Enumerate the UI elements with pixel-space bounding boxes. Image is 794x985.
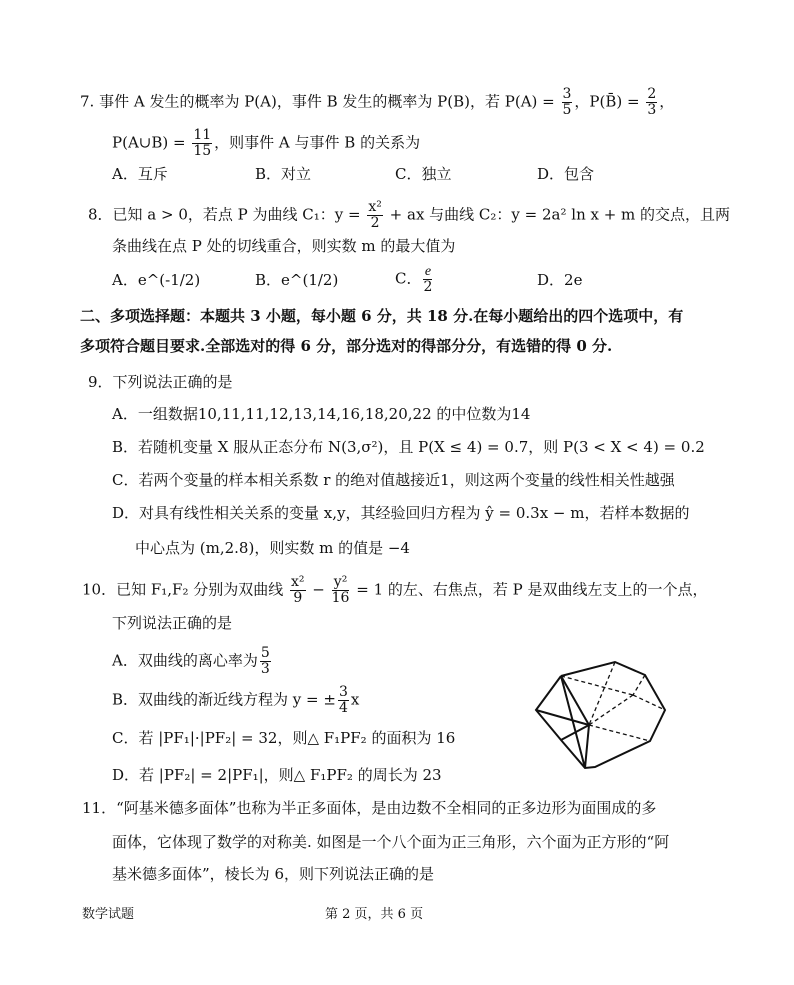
q11-line2: 面体，它体现了数学的对称美. 如图是一个八个面为正三角形，六个面为正方形的“阿 [112, 833, 670, 851]
q7-line2 [112, 128, 420, 159]
q11-line1: 11．“阿基米德多面体”也称为半正多面体，是由边数不全相同的正多边形为面围成的多 [82, 799, 657, 817]
q10-line2: 下列说法正确的是 [112, 614, 233, 632]
frac-num: x² [368, 199, 382, 215]
q7-line2a: P(A∪B) = [112, 133, 191, 152]
footer-page-number: 第 2 页，共 6 页 [325, 907, 424, 922]
q8-option-c-frac [423, 264, 432, 295]
q10-option-a [112, 646, 273, 677]
frac-den: 3 [647, 102, 657, 118]
q7-option-b: B．对立 [255, 165, 312, 183]
q7-pb-frac [646, 87, 657, 118]
frac-num: e [424, 264, 432, 279]
q7-option-a: A．互斥 [112, 165, 168, 183]
q7-option-d: D．包含 [537, 165, 595, 183]
frac-den: 3 [260, 661, 270, 677]
frac-den: 2 [423, 279, 433, 295]
footer-subject: 数学试题 [82, 907, 135, 922]
q9-option-d-line1: D．对具有线性相关关系的变量 x,y，其经验回归方程为 ŷ = 0.3x − m，若样本数据的 [112, 504, 690, 522]
frac-num: 2 [647, 86, 657, 102]
q7-line1-text: 7. 事件 A 发生的概率为 P(A)，事件 B 发生的概率为 P(B)，若 P(A) = [80, 92, 560, 111]
q8-option-c [395, 264, 434, 295]
frac-den: 9 [293, 590, 303, 606]
q7-pa-frac [562, 87, 573, 118]
frac-num: x² [291, 574, 305, 590]
q10-option-b [112, 685, 359, 716]
frac-den: 4 [338, 700, 348, 716]
q10-option-c: C．若 |PF₁|·|PF₂| = 32，则△ F₁PF₂ 的面积为 16 [112, 729, 456, 747]
q9-option-b: B．若随机变量 X 服从正态分布 N(3,σ²)，且 P(X ≤ 4) = 0.7，则 P(3 < X < 4) = 0.2 [112, 438, 705, 456]
q7-line2b: ，则事件 A 与事件 B 的关系为 [214, 133, 421, 152]
q8-option-a: A．e^(-1/2) [112, 271, 201, 289]
q10-x-frac [290, 575, 306, 606]
q8-c1-frac [367, 200, 383, 231]
section2-line1: 二、多项选择题：本题共 3 小题，每小题 6 分，共 18 分.在每小题给出的四个选项中，有 [80, 307, 684, 325]
q8-line1 [88, 200, 730, 231]
section2-line2: 多项符合题目要求.全部选对的得 6 分，部分选对的得部分分，有选错的得 0 分. [80, 337, 613, 355]
q8-option-c-label: C． [395, 269, 422, 288]
frac-num: 3 [562, 86, 572, 102]
q10-minus: − [307, 580, 330, 599]
q10-option-b-frac [338, 685, 349, 716]
q8-line1b: + ax 与曲线 C₂：y = 2a² ln x + m 的交点，且两 [384, 205, 731, 224]
q11-line3: 基米德多面体”，棱长为 6，则下列说法正确的是 [112, 865, 434, 883]
frac-den: 15 [193, 143, 212, 159]
q7-line1-end: ， [659, 92, 675, 111]
frac-den: 2 [370, 215, 380, 231]
q8-option-b: B．e^(1/2) [255, 271, 339, 289]
q9-option-c: C．若两个变量的样本相关系数 r 的绝对值越接近1，则这两个变量的线性相关性越强 [112, 471, 675, 489]
q9-stem: 9．下列说法正确的是 [88, 373, 233, 391]
q10-line1 [82, 575, 708, 606]
q10-option-a-text: A．双曲线的离心率为 [112, 651, 258, 670]
frac-num: 3 [338, 684, 348, 700]
frac-num: 11 [193, 127, 212, 143]
q7-line1 [80, 87, 674, 118]
q8-line2: 条曲线在点 P 处的切线重合，则实数 m 的最大值为 [112, 237, 456, 255]
frac-den: 16 [331, 590, 350, 606]
q10-option-a-frac [260, 646, 271, 677]
q9-option-a: A．一组数据10,11,11,12,13,14,16,18,20,22 的中位数为14 [112, 405, 531, 423]
frac-num: 5 [260, 645, 270, 661]
q10-line1b: = 1 的左、右焦点，若 P 是双曲线左支上的一个点， [351, 580, 708, 599]
q9-option-d-line2: 中心点为 (m,2.8)，则实数 m 的值是 −4 [135, 539, 410, 557]
q7-mid: ，P(B̄) = [574, 92, 645, 111]
q8-line1a: 8．已知 a > 0，若点 P 为曲线 C₁：y = [88, 205, 366, 224]
q10-line1a: 10．已知 F₁,F₂ 分别为双曲线 [82, 580, 289, 599]
q10-option-b-post: x [350, 690, 360, 709]
q10-option-d: D．若 |PF₂| = 2|PF₁|，则△ F₁PF₂ 的周长为 23 [112, 766, 442, 784]
frac-den: 5 [562, 102, 572, 118]
q7-pu-frac [192, 128, 212, 159]
q7-option-c: C．独立 [395, 165, 452, 183]
q10-option-b-text: B．双曲线的渐近线方程为 y = ± [112, 690, 336, 709]
q8-option-d: D．2e [537, 271, 583, 289]
frac-num: y² [332, 575, 350, 591]
polyhedron-figure [525, 655, 685, 775]
q10-y-frac [332, 575, 350, 606]
